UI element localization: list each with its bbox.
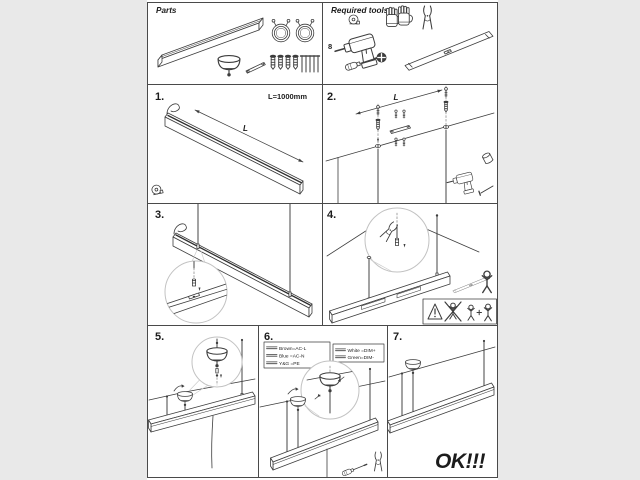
- step3-number: 3.: [155, 209, 165, 221]
- drill-count-label: 8: [328, 42, 333, 51]
- wire-label-white: White =DIM+: [347, 349, 376, 354]
- length-note: L=1000mm: [268, 92, 307, 101]
- step7-number: 7.: [393, 331, 403, 343]
- phillips-bit-icon: [377, 53, 387, 63]
- wire-label-brown: Brown=AC-L: [279, 347, 307, 352]
- parts-title: Parts: [156, 6, 177, 15]
- instruction-drawing: [147, 0, 498, 480]
- dim-label-step1: L: [243, 124, 248, 133]
- step1-number: 1.: [155, 91, 165, 103]
- tools-title: Required tools: [331, 6, 389, 15]
- instruction-sheet: [147, 0, 498, 480]
- wire-label-green: Green=DIM-: [347, 356, 375, 361]
- step6-number: 6.: [264, 331, 274, 343]
- wire-label-blue: Blue =AC-N: [279, 354, 305, 360]
- wire-label-yg: Y&G =PE: [279, 362, 300, 367]
- dim-label-step2: L: [393, 93, 399, 102]
- step2-number: 2.: [327, 91, 337, 103]
- ok-label: OK!!!: [435, 450, 485, 473]
- step4-number: 4.: [327, 209, 337, 221]
- step5-number: 5.: [155, 331, 165, 343]
